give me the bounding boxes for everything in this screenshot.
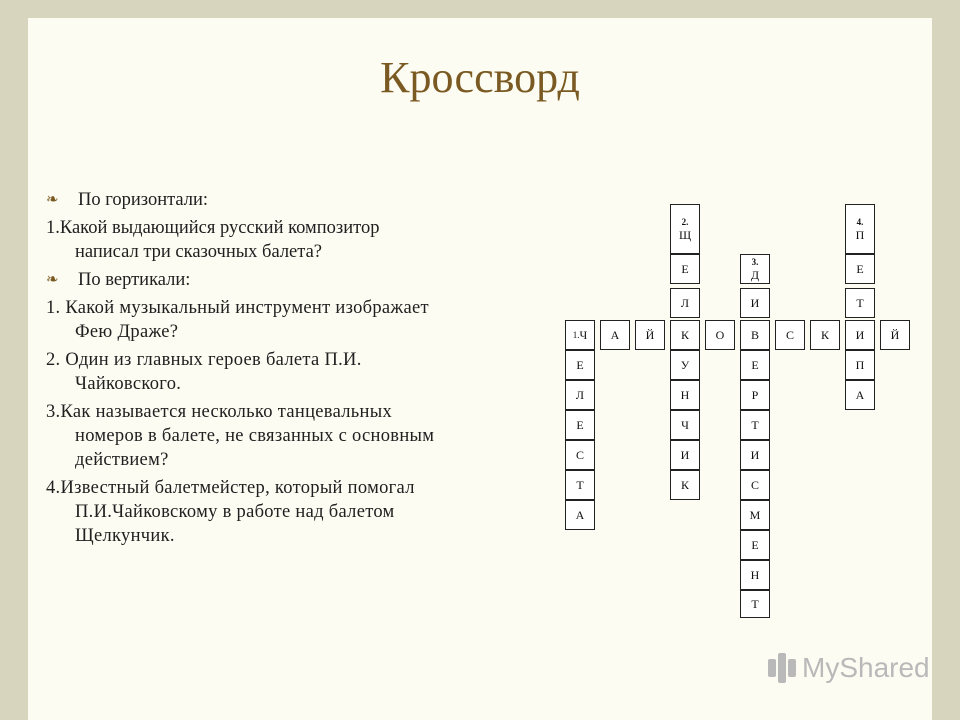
bullet-icon: ❧: [46, 192, 59, 208]
crossword-cell[interactable]: Е: [845, 254, 875, 284]
watermark-text: MyShared: [802, 652, 930, 683]
crossword-cell[interactable]: С: [740, 470, 770, 500]
questions-panel: [46, 188, 436, 552]
logo-icon: [768, 653, 798, 683]
crossword-cell[interactable]: 1. Ч: [565, 320, 595, 350]
crossword-cell[interactable]: Й: [880, 320, 910, 350]
crossword-cell[interactable]: К: [670, 470, 700, 500]
page-title: Кроссворд: [380, 53, 580, 102]
crossword-cell[interactable]: 2. Щ: [670, 204, 700, 254]
crossword-cell[interactable]: Л: [565, 380, 595, 410]
crossword-cell[interactable]: И: [740, 288, 770, 318]
crossword-cell[interactable]: 4. П: [845, 204, 875, 254]
crossword-cell[interactable]: Т: [740, 410, 770, 440]
crossword-cell[interactable]: Л: [670, 288, 700, 318]
crossword-cell[interactable]: В: [740, 320, 770, 350]
crossword-cell[interactable]: У: [670, 350, 700, 380]
question-v2: 2. Один из главных героев балета П.И. Чайковского.: [46, 350, 362, 394]
horizontal-heading: [46, 188, 436, 212]
crossword-cell[interactable]: К: [670, 320, 700, 350]
crossword-cell[interactable]: Й: [635, 320, 665, 350]
crossword-cell[interactable]: И: [740, 440, 770, 470]
vertical-heading-text: По вертикали:: [78, 270, 191, 290]
crossword-cell[interactable]: Т: [740, 590, 770, 618]
crossword-cell[interactable]: И: [845, 320, 875, 350]
crossword-cell[interactable]: 3. Д: [740, 254, 770, 284]
crossword-cell[interactable]: Н: [740, 560, 770, 590]
crossword-cell[interactable]: К: [810, 320, 840, 350]
crossword-cell[interactable]: А: [600, 320, 630, 350]
question-h1: 1.Какой выдающийся русский композитор написал три сказочных балета?: [46, 218, 380, 262]
crossword-cell[interactable]: А: [845, 380, 875, 410]
crossword-cell[interactable]: Т: [845, 288, 875, 318]
crossword-cell[interactable]: Р: [740, 380, 770, 410]
crossword-cell[interactable]: Н: [670, 380, 700, 410]
watermark: [768, 652, 930, 684]
crossword-cell[interactable]: Е: [565, 410, 595, 440]
question-v1: 1. Какой музыкальный инструмент изображает Фею Драже?: [46, 298, 429, 342]
crossword-cell[interactable]: О: [705, 320, 735, 350]
bullet-icon: ❧: [46, 272, 59, 288]
crossword-cell[interactable]: Ч: [670, 410, 700, 440]
crossword-cell[interactable]: С: [775, 320, 805, 350]
crossword-cell[interactable]: М: [740, 500, 770, 530]
vertical-heading: [46, 268, 436, 292]
crossword-cell[interactable]: Е: [740, 350, 770, 380]
question-v3: 3.Как называется несколько танцевальных номеров в балете, не связанных с основным действием?: [46, 402, 435, 470]
question-v4: 4.Известный балетмейстер, который помогал П.И.Чайковскому в работе над балетом Щелкунчик.: [46, 478, 415, 546]
crossword-cell[interactable]: П: [845, 350, 875, 380]
horizontal-heading-text: По горизонтали:: [78, 190, 209, 210]
crossword-cell[interactable]: Т: [565, 470, 595, 500]
crossword-cell[interactable]: С: [565, 440, 595, 470]
crossword-cell[interactable]: А: [565, 500, 595, 530]
crossword-cell[interactable]: Е: [670, 254, 700, 284]
crossword-cell[interactable]: И: [670, 440, 700, 470]
crossword-cell[interactable]: Е: [740, 530, 770, 560]
crossword-cell[interactable]: Е: [565, 350, 595, 380]
